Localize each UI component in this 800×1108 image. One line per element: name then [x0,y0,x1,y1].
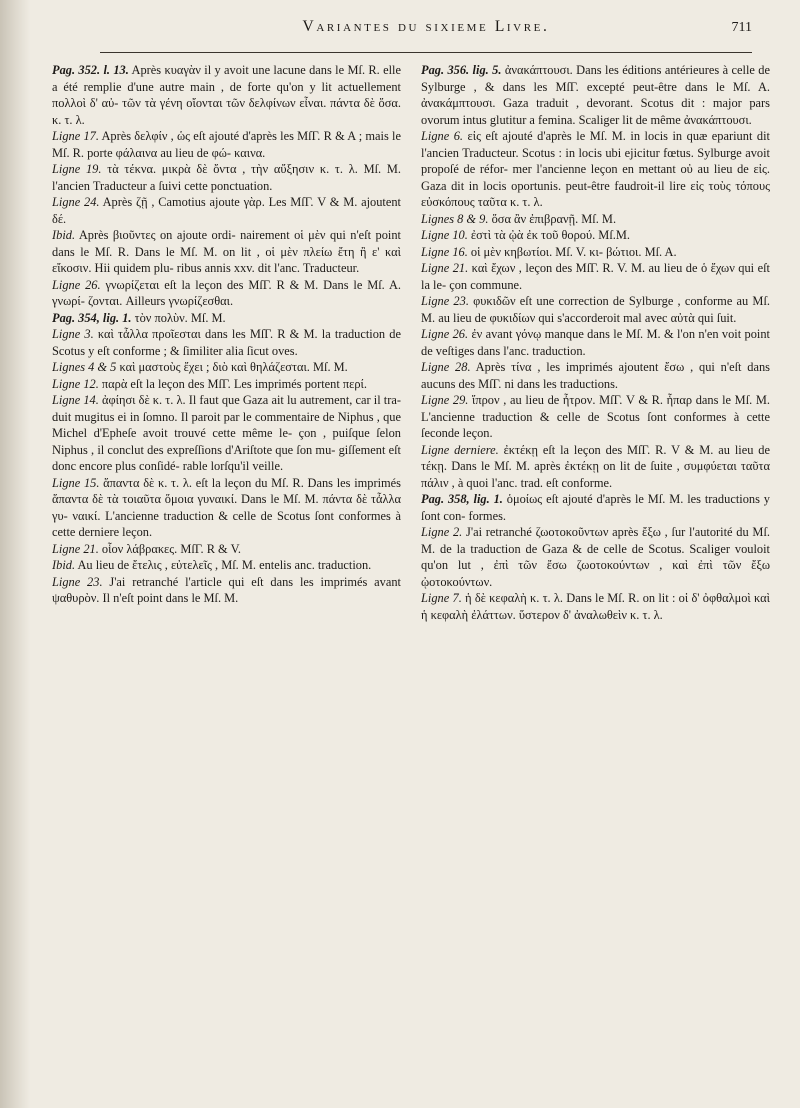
note-reference: Lignes 4 & 5 [52,360,117,374]
page-header [100,18,752,53]
note-text: καὶ ἔχων , leçon des MſΓ. R. V. M. au lieu de ὁ ἔχων qui eſt la le- çon commune. [421,261,770,292]
variant-note [421,392,770,442]
note-reference: Ligne 15. [52,475,100,490]
note-text: J'ai retranché ζωοτοκοῦντων après ἔξω , ſur l'autorité du Mſ. M. de la traduction de Gaza & de celle de Scotus. Scaliger vouloit qu'on lut , ἐπὶ τῶν ἔσω ζωοτοκούντων , καὶ ἐπὶ τῶν ἔξω ᾠοτοκούντων. [421,525,770,589]
note-text: Après τίνα , les imprimés ajoutent ἔσω , qui n'eſt dans aucuns des MſΓ. ni dans les traductions. [421,360,770,391]
variant-note [52,161,401,194]
note-text: οἷον λάβρακες. MſΓ. R & V. [98,541,242,556]
variant-note [421,359,770,392]
note-reference: Ligne 17. [52,129,99,143]
variant-note [421,491,770,524]
variant-note [52,277,401,310]
note-reference: Lignes 8 & 9. [421,211,489,226]
note-reference: Ligne 28. [421,360,471,374]
note-text: οἱ μὲν κηβωτίοι. Mſ. V. κι- βώτιοι. Mſ. A. [467,244,677,259]
note-text: τὸν πολὺν. Mſ. M. [131,310,226,325]
note-text: ἐν avant γόνῳ manque dans le Mſ. M. & l'on n'en voit point de veſtiges dans l'anc. traduction. [421,327,770,358]
note-reference: Ligne 23. [421,294,469,308]
variant-note [52,326,401,359]
variant-note [421,211,770,228]
note-reference: Ligne 21. [421,261,469,275]
page-gutter [0,0,30,1108]
note-text: ἀνακάπτουσι. Dans les éditions antérieures à celle de Sylburge , & dans les MſΓ. excepté peut-être dans le Mſ. A. ἀνακάμπτουσι. Gaza traduit , devorant. Scotus dit : major pars ovorum intus glutitur a femina. Scaliger lit de même ἀνακάπτουσι. [421,63,770,127]
note-reference: Ligne 14. [52,393,99,407]
note-reference: Ibid. [52,558,76,572]
note-text: ὁμοίως eſt ajouté d'après le Mſ. M. les traductions y ſont con- formes. [421,492,770,523]
note-reference: Ligne 21. [52,541,99,556]
note-reference: Pag. 354, lig. 1. [52,310,132,325]
text-columns [52,62,770,1084]
variant-note [52,227,401,277]
note-text: γνωρίζεται eſt la leçon des MſΓ. R & M. Dans le Mſ. A. γνωρί- ζονται. Ailleurs γνωρίζεσθαι. [52,277,401,308]
variant-note [52,475,401,541]
variant-note [421,326,770,359]
note-reference: Ligne 16. [421,244,468,259]
variant-note [52,574,401,607]
variant-note [421,590,770,623]
note-text: Après κυαγὰν il y avoit une lacune dans le Mſ. R. elle a été remplie d'une autre main , de forte qu'on y lit actuellement πολλοὶ δ' αὐ- τῶν τὰ γένη οἴονται τῶν δελφίνων εἶναι. πάντα δὲ ὅσα. κ. τ. λ. [52,63,401,127]
variant-note [52,194,401,227]
page-number: 711 [731,20,752,35]
variant-note [52,392,401,475]
note-text: καὶ μαστοὺς ἔχει ; διὸ καὶ θηλάζεσται. Mſ. M. [116,360,348,374]
note-text: J'ai retranché l'article qui eſt dans les imprimés avant ψαθυρὸν. Il n'eſt point dans le Mſ. M. [52,574,401,605]
note-reference: Ligne 24. [52,195,100,209]
variant-note [421,227,770,244]
note-reference: Ligne 29. [421,393,469,407]
note-text: ἡ δὲ κεφαλὴ κ. τ. λ. Dans le Mſ. R. on lit : οἱ δ' ὀφθαλμοὶ καὶ ἡ κεφαλὴ ἐλάττων. ὕστερον δ' ἀναλωθεὶν κ. τ. λ. [421,591,770,622]
note-reference: Ligne 26. [52,277,101,292]
note-text: φυκιδῶν eſt une correction de Sylburge , conforme au Mſ. M. au lieu de φυκιδίων qui s'accorderoit mal avec αὐτὰ qui ſuit. [421,294,770,325]
right-column [421,62,770,1084]
note-text: ἅπαντα δὲ κ. τ. λ. eſt la leçon du Mſ. R. Dans les imprimés ἅπαντα δὲ τὰ τοιαῦτα ὅμοια γυναικί. Dans le Mſ. M. πάντα δὲ τἆλλα γυ- ναικί. L'ancienne traduction & celle de Scotus ſont conformes à cette derniere leçon. [52,475,401,539]
note-text: ἵπρον , au lieu de ἦτρον. MſΓ. V & R. ἧπαρ dans le Mſ. M. L'ancienne traduction & celle de Scotus ſont conformes à cette ſeconde leçon. [421,393,770,440]
note-reference: Ligne 26. [421,327,469,341]
note-reference: Pag. 352. l. 13. [52,63,129,77]
note-reference: Ligne 23. [52,574,103,589]
note-text: ἀφίησι δὲ κ. τ. λ. Il faut que Gaza ait lu autrement, car il tra- duit mugitus ei in ſomno. Il paroit par le commentaire de Niphus , que Michel d'Epheſe avoit trouvé cette même le- çon , puiſque ſelon Niphus , il conclut des expreſſions d'Ariſtote que ſon mu- giſſement eſt donc encore plus conſidé- rable lorſqu'il veille. [52,393,401,473]
note-text: ἐστὶ τὰ ᾠὰ ἐκ τοῦ θορού. Mſ.M. [467,228,630,242]
variant-note [421,128,770,211]
note-text: ὅσα ἂν ἐπιβρανῇ. Mſ. M. [488,211,617,226]
note-text: Après βιοῦντες on ajoute ordi- nairement οἱ μὲν qui n'eſt point dans le Mſ. R. Dans le Mſ. M. on lit , οἱ μὲν πλείω ἔτη ἢ ε' καὶ εἴκοσιν. Hii quidem plu- ribus annis xxv. dit l'anc. Traducteur. [52,228,401,275]
variant-note [52,359,401,376]
variant-note [421,442,770,492]
variant-note [421,524,770,590]
note-reference: Ligne 19. [52,162,102,176]
variant-note [421,244,770,261]
note-reference: Ligne 6. [421,129,464,143]
variant-note [52,128,401,161]
variant-note [421,260,770,293]
note-reference: Ligne 3. [52,327,94,341]
variant-note [52,62,401,128]
note-text: ἐκτέκῃ eſt la leçon des MſΓ. R. V & M. au lieu de τέκῃ. Dans le Mſ. M. après ἐκτέκῃ on lit de ſuite , συμφύεται ταῦτα πάλιν , à quoi l'anc. trad. eſt conforme. [421,442,770,490]
note-reference: Ibid. [52,228,76,242]
note-reference: Ligne 7. [421,591,462,605]
note-reference: Ligne 2. [421,525,463,539]
note-reference: Pag. 356. lig. 5. [421,63,502,77]
variant-note [52,310,401,327]
left-column [52,62,401,1084]
variant-note [52,541,401,558]
variant-note [52,557,401,574]
note-text: καὶ τἆλλα προῖεσται dans les MſΓ. R & M. la traduction de Scotus y eſt conforme ; & ſimiliter alia ſicut oves. [52,327,401,358]
variant-note [421,62,770,128]
note-reference: Ligne 10. [421,228,468,242]
note-text: παρὰ eſt la leçon des MſΓ. Les imprimés portent περί. [98,376,367,391]
note-reference: Ligne derniere. [421,442,499,457]
note-text: Après ζῇ , Camotius ajoute γὰρ. Les MſΓ. V & M. ajoutent δέ. [52,195,401,226]
running-title: Variantes du sixieme Livre. [302,18,550,35]
note-reference: Pag. 358, lig. 1. [421,492,503,506]
variant-note [421,293,770,326]
note-text: τὰ τέκνα. μικρὰ δὲ ὄντα , τὴν αὔξησιν κ. τ. λ. Mſ. M. l'ancien Traducteur a ſuivi cette ponctuation. [52,162,401,193]
note-text: εἰς eſt ajouté d'après le Mſ. M. in locis in quæ epariunt dit l'ancien Traducteur. Scotus : in locis ubi ejicitur fœtus. Sylburge avoit propoſé de réfor- mer l'ancienne leçon en mettant οὐ au lieu de εἰς. Gaza dit in locis oportunis. peut-être faudroit-il lire εἰς τοὺς τόπους εὐσκόπους ταῦτα κ. τ. λ. [421,129,770,209]
note-reference: Ligne 12. [52,376,99,391]
note-text: Après δελφίν , ὡς eſt ajouté d'après les MſΓ. R & A ; mais le Mſ. R. porte φάλαινα au lieu de φώ- καινα. [52,129,401,160]
variant-note [52,376,401,393]
note-text: Au lieu de ἔτελις , εὐτελεῖς , Mſ. M. entelis anc. traduction. [75,558,372,572]
